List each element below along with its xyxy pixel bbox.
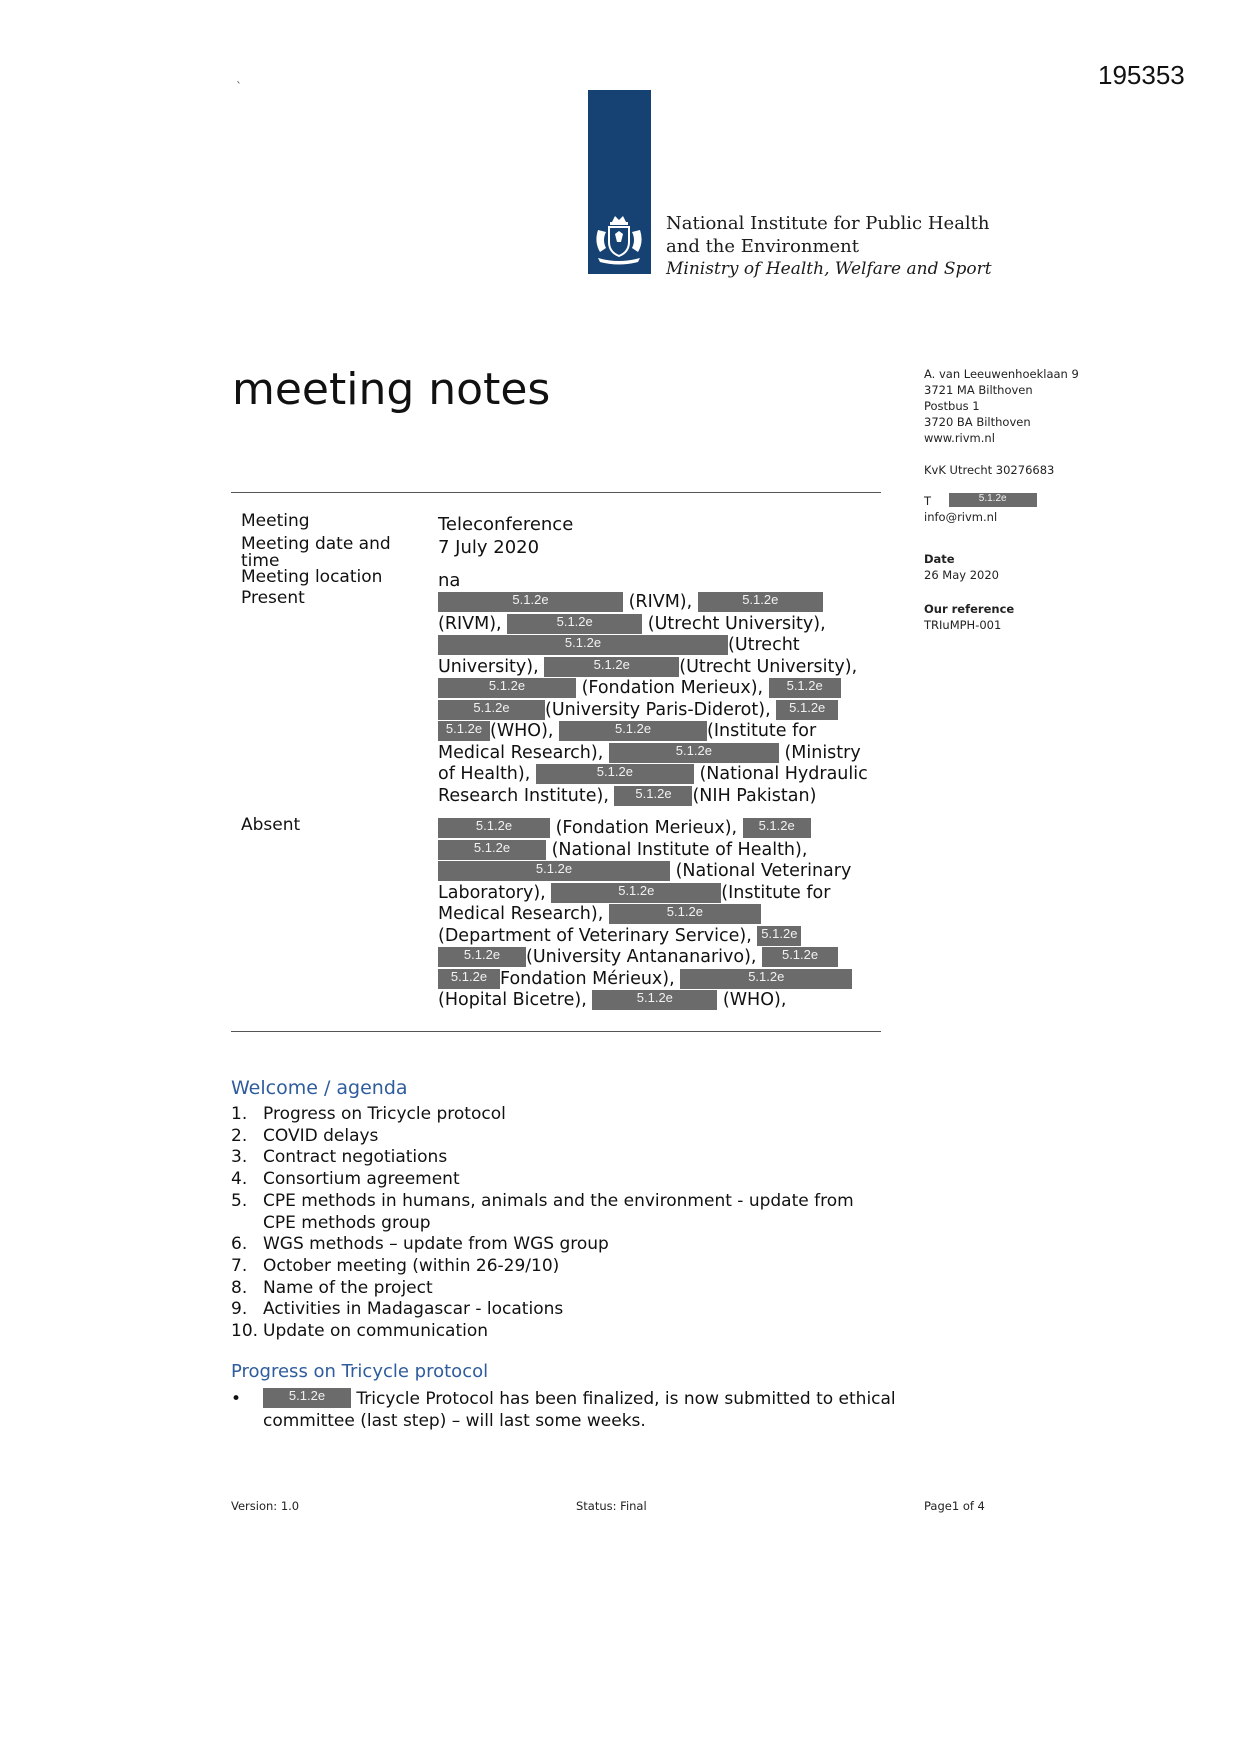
footer-status: Status: Final xyxy=(576,1499,647,1513)
absentee-affiliation: (Department of Veterinary Service), xyxy=(438,925,752,946)
date-value: 26 May 2020 xyxy=(924,568,999,582)
progress-heading: Progress on Tricycle protocol xyxy=(231,1361,489,1382)
redaction-box: 5.1.2e xyxy=(776,700,838,720)
document-id: 195353 xyxy=(1098,60,1185,90)
attendee-affiliation: (RIVM), xyxy=(628,592,693,612)
email-link[interactable]: info@rivm.nl xyxy=(924,510,998,524)
attendee-affiliation: (National Hydraulic xyxy=(699,764,868,784)
redaction-box: 5.1.2e xyxy=(762,947,838,967)
attendee-affiliation: University), xyxy=(438,656,539,677)
agenda-text: Progress on Tricycle protocol xyxy=(263,1104,506,1124)
top-divider xyxy=(231,492,881,493)
address-line: Postbus 1 xyxy=(924,399,980,413)
bullet-icon: • xyxy=(231,1389,242,1409)
absentee-affiliation: (National Veterinary xyxy=(675,861,852,881)
absentee-affiliation: (WHO), xyxy=(722,990,787,1010)
footer-page-number: Page1 of 4 xyxy=(924,1499,985,1513)
agenda-item xyxy=(231,1191,883,1234)
redaction-box: 5.1.2e xyxy=(609,904,761,924)
agenda-item xyxy=(231,1234,931,1256)
redaction-box: 5.1.2e xyxy=(949,493,1037,507)
address-line: A. van Leeuwenhoeklaan 9 xyxy=(924,367,1079,381)
agenda-number: 6. xyxy=(231,1234,248,1255)
agenda-item xyxy=(231,1299,931,1321)
redaction-box: 5.1.2e xyxy=(743,818,811,838)
agenda-number: 9. xyxy=(231,1299,248,1320)
phone-row xyxy=(924,493,1037,509)
attendee-affiliation: (RIVM), xyxy=(438,613,502,634)
absentee-affiliation: (Institute for xyxy=(721,882,831,903)
redaction-box: 5.1.2e xyxy=(438,818,550,838)
agenda-text: Update on communication xyxy=(263,1321,489,1342)
present-list xyxy=(438,592,878,807)
redaction-box: 5.1.2e xyxy=(438,635,728,655)
reference-value: TRIuMPH-001 xyxy=(924,618,1002,632)
redaction-box: 5.1.2e xyxy=(263,1388,351,1408)
reference-block xyxy=(924,601,1014,633)
redaction-box: 5.1.2e xyxy=(544,657,679,677)
agenda-number: 3. xyxy=(231,1147,248,1168)
agenda-item xyxy=(231,1104,931,1126)
attendee-affiliation: (University Paris-Diderot), xyxy=(545,699,771,720)
attendee-affiliation: (Utrecht xyxy=(728,635,800,655)
agenda-item xyxy=(231,1169,931,1191)
reference-label: Our reference xyxy=(924,602,1015,616)
royal-crest-icon xyxy=(590,212,648,268)
redaction-box: 5.1.2e xyxy=(559,721,707,741)
agenda-item xyxy=(231,1126,931,1148)
redaction-box: 5.1.2e xyxy=(438,947,526,967)
date-time-label xyxy=(241,536,391,570)
agenda-text: October meeting (within 26-29/10) xyxy=(263,1255,560,1276)
date-time-label-line: Meeting date and xyxy=(241,534,391,554)
bottom-divider xyxy=(231,1031,881,1032)
website-link[interactable]: www.rivm.nl xyxy=(924,431,995,445)
date-time-label-line: time xyxy=(241,551,280,571)
absentee-affiliation: Fondation Mérieux), xyxy=(500,968,675,989)
agenda-number: 7. xyxy=(231,1255,248,1276)
address-line: 3720 BA Bilthoven xyxy=(924,415,1031,429)
redaction-box: 5.1.2e xyxy=(438,861,670,881)
redaction-box: 5.1.2e xyxy=(438,592,623,612)
agenda-text: Consortium agreement xyxy=(263,1169,460,1190)
redaction-box: 5.1.2e xyxy=(609,743,779,763)
agenda-item xyxy=(231,1321,931,1343)
agenda-number: 2. xyxy=(231,1125,248,1146)
redaction-box: 5.1.2e xyxy=(438,721,490,741)
agenda-number: 5. xyxy=(231,1190,248,1211)
agenda-item xyxy=(231,1278,931,1300)
stray-mark: ` xyxy=(236,80,242,94)
redaction-box: 5.1.2e xyxy=(536,764,694,784)
agenda-heading: Welcome / agenda xyxy=(231,1077,408,1099)
redaction-box: 5.1.2e xyxy=(438,700,545,720)
phone-label: T xyxy=(924,494,932,508)
redaction-box: 5.1.2e xyxy=(507,614,642,634)
location-label: Meeting location xyxy=(241,567,383,587)
redaction-box: 5.1.2e xyxy=(614,786,692,806)
attendee-affiliation: of Health), xyxy=(438,764,531,784)
redaction-box: 5.1.2e xyxy=(438,840,546,860)
redaction-box: 5.1.2e xyxy=(551,883,721,903)
agenda-number: 1. xyxy=(231,1104,248,1124)
ministry-name: Ministry of Health, Welfare and Sport xyxy=(666,259,992,279)
progress-sentence: Tricycle Protocol has been finalized, is now submitted to ethical committee (last step) – will last some weeks. xyxy=(263,1389,896,1431)
attendee-affiliation: (Utrecht University), xyxy=(647,613,826,634)
footer-version: Version: 1.0 xyxy=(231,1499,300,1513)
absentee-affiliation: (National Institute of Health), xyxy=(551,839,808,860)
redaction-box: 5.1.2e xyxy=(698,592,823,612)
attendee-affiliation: (NIH Pakistan) xyxy=(692,785,817,806)
progress-text xyxy=(263,1388,903,1432)
redaction-box: 5.1.2e xyxy=(438,678,576,698)
absentee-affiliation: Laboratory), xyxy=(438,882,546,903)
document-title: meeting notes xyxy=(232,364,551,415)
attendee-affiliation: Research Institute), xyxy=(438,785,609,806)
attendee-affiliation: (Ministry xyxy=(784,742,861,763)
attendee-affiliation: (Fondation Merieux), xyxy=(581,678,764,698)
address-block xyxy=(924,366,1079,446)
agenda-text: WGS methods – update from WGS group xyxy=(263,1234,609,1255)
absentee-affiliation: (University Antananarivo), xyxy=(526,947,757,967)
absent-label: Absent xyxy=(241,815,301,835)
agenda-number: 8. xyxy=(231,1277,248,1298)
meeting-label: Meeting xyxy=(241,511,310,531)
meeting-value: Teleconference xyxy=(438,514,574,535)
absentee-affiliation: (Hopital Bicetre), xyxy=(438,990,587,1010)
date-value: 7 July 2020 xyxy=(438,537,540,558)
agenda-number: 4. xyxy=(231,1169,248,1190)
absent-list xyxy=(438,818,878,1012)
redaction-box: 5.1.2e xyxy=(680,969,852,989)
present-label: Present xyxy=(241,588,305,608)
attendee-affiliation: Medical Research), xyxy=(438,742,604,763)
agenda-list xyxy=(231,1104,931,1343)
absentee-affiliation: Medical Research), xyxy=(438,904,604,924)
org-line-1: National Institute for Public Health xyxy=(666,213,990,234)
agenda-number: 10. xyxy=(231,1321,259,1342)
agenda-text: COVID delays xyxy=(263,1125,379,1146)
attendee-affiliation: (Institute for xyxy=(707,721,817,741)
attendee-affiliation: (WHO), xyxy=(490,721,554,741)
location-value: na xyxy=(438,570,461,591)
org-line-2: and the Environment xyxy=(666,236,860,257)
date-label: Date xyxy=(924,552,955,566)
agenda-text: Contract negotiations xyxy=(263,1147,448,1168)
agenda-item xyxy=(231,1147,931,1169)
redaction-box: 5.1.2e xyxy=(769,678,841,698)
address-line: 3721 MA Bilthoven xyxy=(924,383,1033,397)
absentee-affiliation: (Fondation Merieux), xyxy=(555,818,738,838)
agenda-text: Name of the project xyxy=(263,1277,433,1298)
agenda-item xyxy=(231,1256,931,1278)
agenda-text: Activities in Madagascar - locations xyxy=(263,1299,564,1320)
organisation-name xyxy=(666,212,992,281)
redaction-box: 5.1.2e xyxy=(438,969,500,989)
date-block xyxy=(924,551,999,583)
agenda-text: CPE methods in humans, animals and the environment - update from CPE methods group xyxy=(263,1190,854,1233)
redaction-box: 5.1.2e xyxy=(757,926,801,946)
redaction-box: 5.1.2e xyxy=(592,990,717,1010)
kvk-number: KvK Utrecht 30276683 xyxy=(924,463,1055,477)
attendee-affiliation: (Utrecht University), xyxy=(679,656,858,677)
